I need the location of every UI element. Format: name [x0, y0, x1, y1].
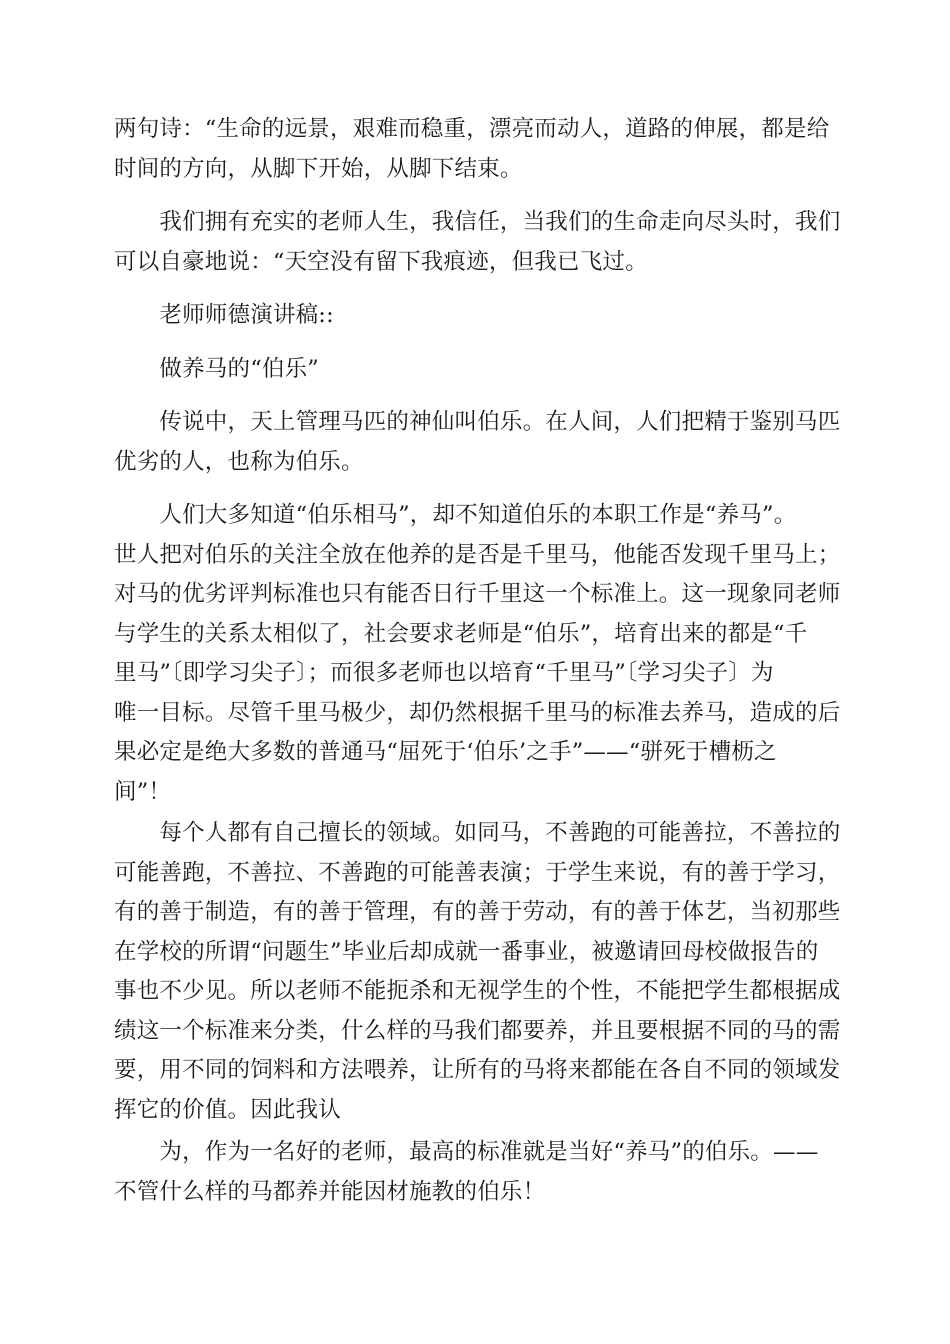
paragraph-7 — [114, 814, 841, 1130]
paragraph-line: 为，作为一名好的老师，最高的标准就是当好“养马”的伯乐。—— — [114, 1139, 819, 1165]
paragraph-line: 对马的优劣评判标准也只有能否日行千里这一个标准上。这一现象同老师 — [114, 581, 841, 607]
paragraph-line: 有的善于制造，有的善于管理，有的善于劳动，有的善于体艺，当初那些 — [114, 899, 841, 925]
paragraph-4 — [114, 350, 836, 390]
paragraph-3 — [114, 296, 836, 336]
paragraph-line: 做养马的“伯乐” — [114, 356, 320, 382]
paragraph-6 — [114, 496, 841, 812]
paragraph-line: 世人把对伯乐的关注全放在他养的是否是千里马，他能否发现千里马上； — [114, 541, 841, 568]
paragraph-line: 里马”〔即学习尖子〕；而很多老师也以培育“千里马”〔学习尖子〕为 — [114, 660, 774, 686]
paragraph-line: 要，用不同的饲料和方法喂养，让所有的马将来都能在各自不同的领域发 — [114, 1057, 841, 1083]
paragraph-line: 可能善跑，不善拉、不善跑的可能善表演；于学生来说，有的善于学习， — [114, 859, 841, 886]
paragraph-line: 时间的方向，从脚下开始，从脚下结束。 — [114, 155, 523, 182]
paragraph-line: 可以自豪地说：“天空没有留下我痕迹，但我已飞过。 — [114, 248, 648, 275]
paragraph-line: 与学生的关系太相似了，社会要求老师是“伯乐”，培育出来的都是“千 — [114, 620, 808, 647]
paragraph-line: 每个人都有自己擅长的领域。如同马，不善跑的可能善拉，不善拉的 — [114, 820, 841, 846]
paragraph-line: 人们大多知道“伯乐相马”，却不知道伯乐的本职工作是“养马”。 — [114, 502, 797, 528]
paragraph-2 — [114, 203, 841, 282]
paragraph-1 — [114, 110, 836, 189]
paragraph-line: 我们拥有充实的老师人生，我信任，当我们的生命走向尽头时，我们 — [114, 209, 841, 235]
paragraph-line: 事也不少见。所以老师不能扼杀和无视学生的个性，不能把学生都根据成 — [114, 978, 841, 1004]
paragraph-8 — [114, 1133, 836, 1212]
paragraph-line: 挥它的价值。因此我认 — [114, 1096, 342, 1123]
paragraph-line: 传说中，天上管理马匹的神仙叫伯乐。在人间，人们把精于鉴别马匹 — [114, 409, 841, 435]
paragraph-line: 在学校的所谓“问题生”毕业后却成就一番事业，被邀请回母校做报告的 — [114, 938, 819, 965]
paragraph-line: 优劣的人，也称为伯乐。 — [114, 448, 364, 475]
paragraph-5 — [114, 403, 841, 482]
paragraph-line: 老师师德演讲稿:: — [114, 302, 334, 328]
paragraph-line: 不管什么样的马都养并能因材施教的伯乐！ — [114, 1178, 546, 1205]
paragraph-line: 间”！ — [114, 778, 172, 805]
paragraph-line: 果必定是绝大多数的普通马“屈死于‘伯乐’之手”——“骈死于槽枥之 — [114, 739, 777, 765]
paragraph-line: 唯一目标。尽管千里马极少，却仍然根据千里马的标准去养马，造成的后 — [114, 699, 841, 726]
paragraph-line: 两句诗：“生命的远景，艰难而稳重，漂亮而动人，道路的伸展，都是给 — [114, 116, 830, 142]
paragraph-line: 绩这一个标准来分类，什么样的马我们都要养，并且要根据不同的马的需 — [114, 1017, 841, 1044]
